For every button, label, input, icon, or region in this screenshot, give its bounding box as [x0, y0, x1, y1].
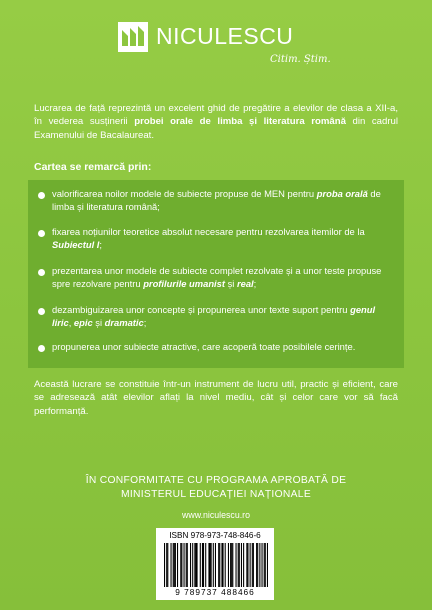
barcode-bar — [232, 543, 233, 587]
feature-text: dezambiguizarea unor concepte și propunerea unor texte suport pentru — [52, 304, 351, 315]
bullet-icon — [38, 269, 45, 276]
features-box — [28, 180, 404, 368]
intro-text-1: Lucrarea de față reprezintă un excelent ghid de pregătire a elevilor de clasa a XII-a, în vederea susținerii — [34, 103, 398, 128]
feature-item — [52, 304, 394, 329]
barcode-bar — [246, 543, 247, 587]
barcode-bar — [239, 543, 240, 587]
barcode-label — [156, 528, 274, 600]
barcode-digits: 9 789737 488466 — [175, 587, 255, 597]
barcode-bar — [259, 543, 260, 587]
isbn-number: ISBN 978-973-748-846-6 — [169, 531, 261, 540]
brand-name: NICULESCU — [156, 23, 294, 49]
barcode-bar — [210, 543, 211, 587]
barcode-bar — [230, 543, 231, 587]
feature-item — [52, 188, 394, 213]
barcode-bar — [181, 543, 182, 587]
barcode-bar — [223, 543, 224, 587]
feature-text: ; — [253, 277, 257, 289]
bullet-icon — [38, 230, 45, 237]
feature-emphasis: epic — [73, 316, 93, 328]
website-url: www.niculescu.ro — [182, 510, 250, 520]
barcode-bar — [215, 543, 216, 587]
feature-emphasis: dramatic — [104, 316, 144, 328]
bullet-icon — [38, 308, 45, 315]
barcode-bar — [174, 543, 175, 587]
conformity-line-2: MINISTERUL EDUCAȚIEI NAȚIONALE — [121, 488, 311, 500]
outro-paragraph: Această lucrare se constituie într-un instrument de lucru util, practic și eficient, care se adresează atât elevilor aflați la nivel mediu, cât și celor care vor să facă performanță. — [34, 379, 398, 417]
barcode-bar — [252, 543, 253, 587]
barcode-bar — [238, 543, 239, 587]
intro-text-bold: probei orale de limba și literatura română — [134, 116, 346, 128]
feature-text: și — [92, 316, 105, 328]
barcode-image — [164, 543, 268, 587]
barcode-bar — [177, 543, 178, 587]
barcode-bar — [213, 543, 214, 587]
barcode-bar — [265, 543, 266, 587]
barcode-bar — [250, 543, 251, 587]
conformity-line-1: ÎN CONFORMITATE CU PROGRAMA APROBATĂ DE — [85, 475, 347, 486]
barcode-bar — [211, 543, 212, 587]
feature-emphasis: genul liric — [52, 304, 376, 328]
barcode-bar — [184, 543, 185, 587]
barcode-bar — [171, 543, 172, 587]
barcode-bar — [187, 543, 188, 587]
barcode-bar — [173, 543, 174, 587]
feature-text: valorificarea noilor modele de subiecte propuse de MEN pentru — [52, 188, 317, 199]
barcode-bar — [200, 543, 201, 587]
brand-tagline: Citim. Știm. — [270, 54, 331, 65]
feature-text: ; — [99, 238, 103, 250]
feature-text: și — [224, 277, 237, 289]
barcode-bar — [228, 543, 229, 587]
barcode-bar — [203, 543, 204, 587]
feature-emphasis: Subiectul I — [52, 238, 100, 250]
barcode-bar — [192, 543, 193, 587]
feature-text: prezentarea unor modele de subiecte complet rezolvate și a unor teste propuse spre rezolvare pentru — [52, 265, 382, 289]
barcode-bar — [257, 543, 258, 587]
feature-item — [52, 341, 394, 354]
feature-item — [52, 265, 394, 290]
feature-emphasis: real — [236, 277, 254, 289]
feature-text: de limba și literatura română; — [52, 188, 381, 212]
barcode-bar — [167, 543, 168, 587]
barcode-bar — [180, 543, 181, 587]
barcode-bar — [253, 543, 254, 587]
barcode-bar — [262, 543, 263, 587]
barcode-bar — [231, 543, 232, 587]
barcode-bar — [205, 543, 206, 587]
barcode-bar — [190, 543, 191, 587]
features-heading: Cartea se remarcă prin: — [34, 161, 152, 173]
barcode-bar — [195, 543, 196, 587]
barcode-bar — [218, 543, 219, 587]
intro-text-2: din cadrul Examenului de Bacalaureat. — [34, 116, 399, 141]
barcode-bar — [236, 543, 237, 587]
conformity-notice — [30, 474, 402, 501]
feature-item — [52, 226, 394, 251]
barcode-bar — [247, 543, 248, 587]
feature-text: , — [68, 316, 74, 328]
barcode-bar — [197, 543, 198, 587]
feature-text: ; — [143, 316, 147, 328]
barcode-bar — [164, 543, 165, 587]
barcode-bar — [208, 543, 209, 587]
barcode-bar — [225, 543, 226, 587]
barcode-bar — [267, 543, 268, 587]
barcode-bar — [219, 543, 220, 587]
barcode-bar — [186, 543, 187, 587]
bullet-icon — [38, 192, 45, 199]
book-logo-icon — [118, 22, 148, 52]
bullet-icon — [38, 345, 45, 352]
barcode-bar — [264, 543, 265, 587]
barcode-bar — [241, 543, 242, 587]
feature-emphasis: proba orală — [316, 188, 368, 199]
barcode-bar — [256, 543, 257, 587]
barcode-bar — [202, 543, 203, 587]
publisher-logo — [118, 18, 378, 78]
feature-emphasis: profilurile umanist — [143, 277, 225, 289]
barcode-bar — [175, 543, 176, 587]
feature-text: fixarea noțiunilor teoretice absolut necesare pentru rezolvarea itemilor de la — [52, 226, 365, 237]
barcode-bar — [221, 543, 222, 587]
intro-paragraph — [34, 102, 398, 142]
barcode-bar — [194, 543, 195, 587]
feature-text: propunerea unor subiecte atractive, care acoperă toate posibilele cerințe. — [52, 341, 356, 352]
barcode-bar — [243, 543, 244, 587]
barcode-bar — [166, 543, 167, 587]
